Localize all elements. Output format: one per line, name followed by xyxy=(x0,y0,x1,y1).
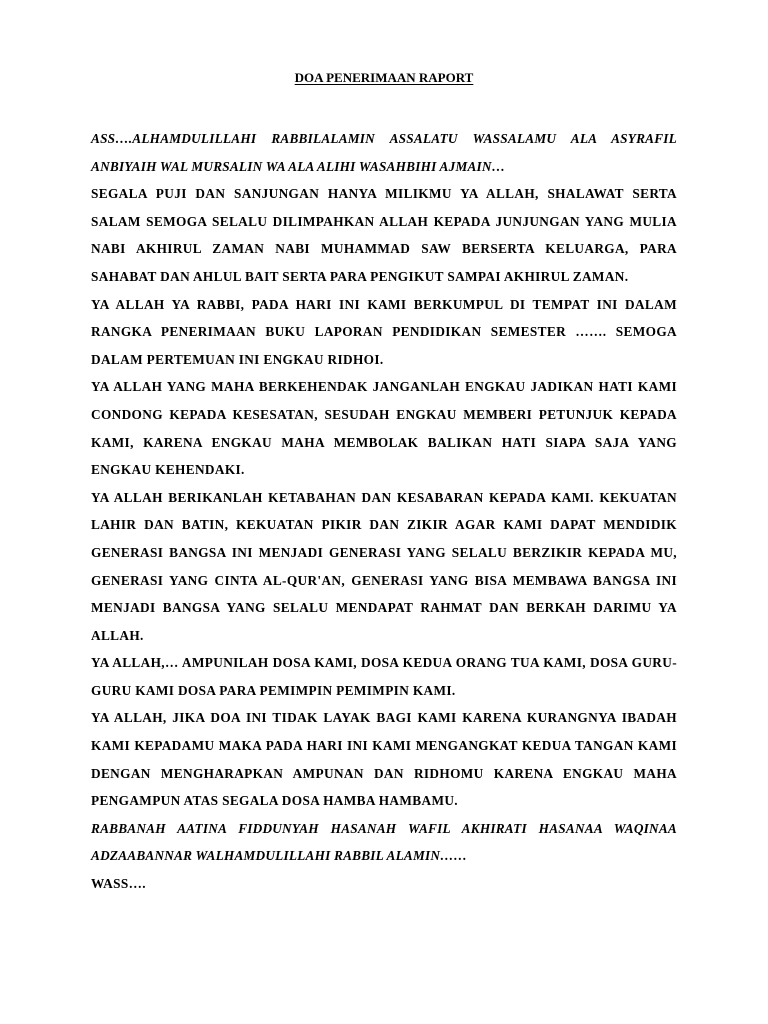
closing-prayer-paragraph: RABBANAH AATINA FIDDUNYAH HASANAH WAFIL AKHIRATI HASANAA WAQINAA ADZAABANNAR WALHAMDULILLAHI RABBIL ALAMIN…… xyxy=(91,820,677,864)
opening-greeting-paragraph: ASS….ALHAMDULILLAHI RABBILALAMIN ASSALATU WASSALAMU ALA ASYRAFIL ANBIYAIH WAL MURSALIN WA ALA ALIHI WASAHBIHI AJMAIN… xyxy=(91,131,677,174)
strength-paragraph: YA ALLAH BERIKANLAH KETABAHAN DAN KESABARAN KEPADA KAMI. KEKUATAN LAHIR DAN BATIN, KEKUATAN PIKIR DAN ZIKIR AGAR KAMI DAPAT MENDIDIK GENERASI BANGSA INI MENJADI GENERASI YANG SELALU BERZIKIR KEPADA MU, GENERASI YANG CINTA AL-QUR'AN, GENERASI YANG BISA MEMBAWA BANGSA INI MENJADI BANGSA YANG SELALU MENDAPAT RAHMAT DAN BERKAH DARIMU YA ALLAH. xyxy=(91,489,677,643)
forgiveness-paragraph: YA ALLAH,… AMPUNILAH DOSA KAMI, DOSA KEDUA ORANG TUA KAMI, DOSA GURU-GURU KAMI DOSA PARA PEMIMPIN PEMIMPIN KAMI. xyxy=(91,655,677,698)
document-title xyxy=(0,70,768,86)
humility-paragraph: YA ALLAH, JIKA DOA INI TIDAK LAYAK BAGI KAMI KARENA KURANGNYA IBADAH KAMI KEPADAMU MAKA PADA HARI INI KAMI MENGANGKAT KEDUA TANGAN KAMI DENGAN MENGHARAPKAN AMPUNAN DAN RIDHOMU KARENA ENGKAU MAHA PENGAMPUN ATAS SEGALA DOSA HAMBA HAMBAMU. xyxy=(91,710,677,809)
document-body xyxy=(91,125,677,898)
document-title-text: DOA PENERIMAAN RAPORT xyxy=(294,70,474,85)
closing-greeting-paragraph: WASS…. xyxy=(91,876,146,892)
praise-paragraph: SEGALA PUJI DAN SANJUNGAN HANYA MILIKMU YA ALLAH, SHALAWAT SERTA SALAM SEMOGA SELALU DILIMPAHKAN ALLAH KEPADA JUNJUNGAN YANG MULIA NABI AKHIRUL ZAMAN NABI MUHAMMAD SAW BERSERTA KELUARGA, PARA SAHABAT DAN AHLUL BAIT SERTA PARA PENGIKUT SAMPAI AKHIRUL ZAMAN. xyxy=(91,186,677,284)
gathering-paragraph: YA ALLAH YA RABBI, PADA HARI INI KAMI BERKUMPUL DI TEMPAT INI DALAM RANGKA PENERIMAAN BUKU LAPORAN PENDIDIKAN SEMESTER ……. SEMOGA DALAM PERTEMUAN INI ENGKAU RIDHOI. xyxy=(91,296,677,367)
guidance-paragraph: YA ALLAH YANG MAHA BERKEHENDAK JANGANLAH ENGKAU JADIKAN HATI KAMI CONDONG KEPADA KESESATAN, SESUDAH ENGKAU MEMBERI PETUNJUK KEPADA KAMI, KARENA ENGKAU MAHA MEMBOLAK BALIKAN HATI SIAPA SAJA YANG ENGKAU KEHENDAKI. xyxy=(91,379,677,478)
